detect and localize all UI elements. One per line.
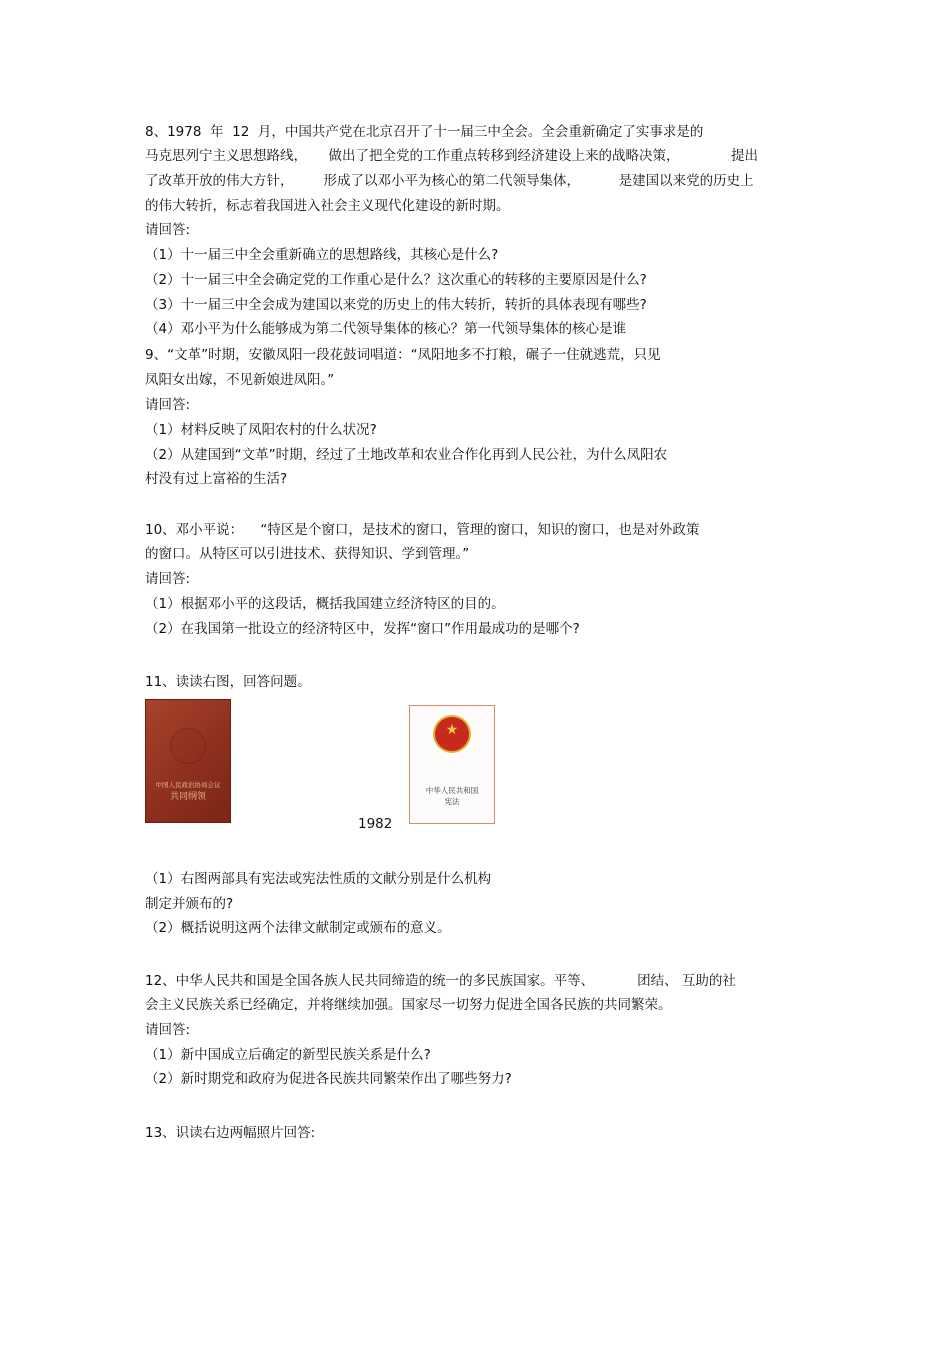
q8-question-3: （3）十一届三中全会成为建国以来党的历史上的伟大转折，转折的具体表现有哪些? xyxy=(145,297,647,313)
q10-text-line-1: 10、邓小平说： “特区是个窗口，是技术的窗口，管理的窗口，知识的窗口，也是对外政策 xyxy=(145,522,700,538)
q9-text-line-1: 9、“文革”时期，安徽凤阳一段花鼓词唱道：“凤阳地多不打粮，碾子一住就逃荒，只见 xyxy=(145,347,661,363)
q13-intro: 13、识读右边两幅照片回答: xyxy=(145,1125,316,1141)
q12-text-line-1: 12、中华人民共和国是全国各族人民共同缔造的统一的多民族国家。平等、 团结、 互助的社 xyxy=(145,973,736,989)
image-caption-1982: 1982 xyxy=(358,816,393,832)
q10-question-1: （1）根据邓小平的这段话，概括我国建立经济特区的目的。 xyxy=(145,596,505,612)
common-program-book-image xyxy=(145,699,231,823)
emblem-icon xyxy=(171,729,205,763)
q11-question-1-line-1: （1）右图两部具有宪法或宪法性质的文献分别是什么机构 xyxy=(145,871,492,887)
q9-question-2-line-1: （2）从建国到“文革”时期，经过了土地改革和农业合作化再到人民公社，为什么凤阳农 xyxy=(145,447,668,463)
q11-question-1-line-2: 制定并颁布的? xyxy=(145,896,234,912)
q8-question-2: （2）十一届三中全会确定党的工作重心是什么？这次重心的转移的主要原因是什么? xyxy=(145,272,647,288)
national-emblem-icon xyxy=(435,717,469,751)
q12-question-1: （1）新中国成立后确定的新型民族关系是什么? xyxy=(145,1047,431,1063)
q9-prompt: 请回答: xyxy=(145,397,191,413)
constitution-cover-title-line-1: 中华人民共和国 xyxy=(425,786,479,795)
q8-text-line-3: 了改革开放的伟大方针， 形成了以邓小平为核心的第二代领导集体， 是建国以来党的历史上 xyxy=(145,173,754,189)
common-program-cover-title-line-2: 共同纲领 xyxy=(169,792,206,802)
q8-prompt: 请回答: xyxy=(145,222,191,238)
q11-intro: 11、读读右图，回答问题。 xyxy=(145,674,311,690)
q8-text-line-4: 的伟大转折，标志着我国进入社会主义现代化建设的新时期。 xyxy=(145,198,510,214)
q8-question-4: （4）邓小平为什么能够成为第二代领导集体的核心？第一代领导集体的核心是谁 xyxy=(145,321,627,337)
q9-question-1: （1）材料反映了凤阳农村的什么状况? xyxy=(145,422,377,438)
q12-prompt: 请回答: xyxy=(145,1022,191,1038)
q8-question-1: （1）十一届三中全会重新确立的思想路线，其核心是什么? xyxy=(145,247,499,263)
q11-question-2: （2）概括说明这两个法律文献制定或颁布的意义。 xyxy=(145,920,451,936)
q10-prompt: 请回答: xyxy=(145,571,191,587)
q8-text-line-2: 马克思列宁主义思想路线， 做出了把全党的工作重点转移到经济建设上来的战略决策， 提出 xyxy=(145,148,758,164)
q10-question-2: （2）在我国第一批设立的经济特区中，发挥“窗口”作用最成功的是哪个? xyxy=(145,621,580,637)
q12-text-line-2: 会主义民族关系已经确定，并将继续加强。国家尽一切努力促进全国各民族的共同繁荣。 xyxy=(145,997,672,1013)
q8-text-line-1: 8、1978 年 12 月，中国共产党在北京召开了十一届三中全会。全会重新确定了实事求是的 xyxy=(145,124,704,140)
star-icon: ★ xyxy=(445,722,459,738)
q9-question-2-line-2: 村没有过上富裕的生活? xyxy=(145,471,288,487)
common-program-cover-title-line-1: 中国人民政治协商会议 xyxy=(155,781,221,789)
q10-text-line-2: 的窗口。从特区可以引进技术、获得知识、学到管理。” xyxy=(145,546,470,562)
constitution-book-image xyxy=(409,705,495,824)
q9-text-line-2: 凤阳女出嫁，不见新娘进凤阳。” xyxy=(145,372,335,388)
constitution-cover-title-line-2: 宪法 xyxy=(444,797,460,806)
q12-question-2: （2）新时期党和政府为促进各民族共同繁荣作出了哪些努力? xyxy=(145,1071,512,1087)
